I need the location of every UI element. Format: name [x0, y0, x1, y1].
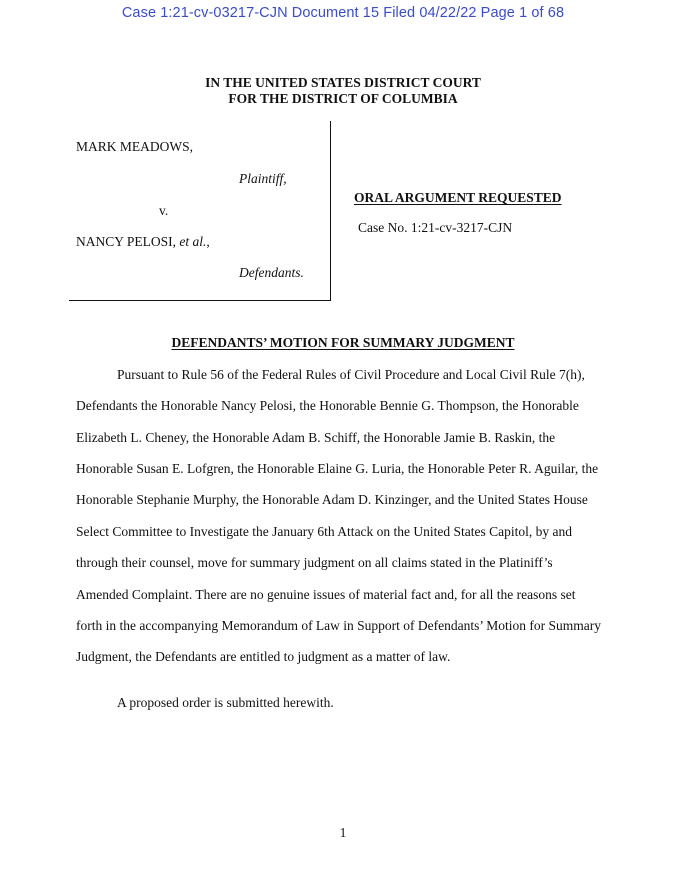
defendant-name — [76, 234, 210, 250]
motion-body-line-8: Amended Complaint. There are no genuine issues of material fact and, for all the reasons set — [76, 587, 576, 602]
defendant-name-text: NANCY PELOSI, — [76, 234, 177, 249]
motion-body-line-2: Defendants the Honorable Nancy Pelosi, the Honorable Bennie G. Thompson, the Honorable — [76, 398, 579, 413]
motion-body-line-4: Honorable Susan E. Lofgren, the Honorable Elaine G. Luria, the Honorable Peter R. Aguilar, the — [76, 461, 599, 476]
court-name-line-1: IN THE UNITED STATES DISTRICT COURT — [205, 75, 481, 90]
ecf-header-stamp: Case 1:21-cv-03217-CJN Document 15 Filed 04/22/22 Page 1 of 68 — [121, 5, 565, 21]
motion-body-line-3: Elizabeth L. Cheney, the Honorable Adam B. Schiff, the Honorable Jamie B. Raskin, the — [76, 430, 556, 445]
court-name-line-2: FOR THE DISTRICT OF COLUMBIA — [228, 91, 458, 106]
defendant-comma: , — [206, 234, 210, 249]
motion-body-line-5: Honorable Stephanie Murphy, the Honorable Adam D. Kinzinger, and the United States House — [76, 492, 588, 507]
plaintiff-role: Plaintiff, — [239, 171, 287, 186]
page-number: 1 — [339, 825, 347, 840]
motion-body-line-6: Select Committee to Investigate the January 6th Attack on the United States Capitol, by and — [76, 524, 573, 539]
motion-body-line-9: forth in the accompanying Memorandum of Law in Support of Defendants’ Motion for Summary — [76, 618, 602, 633]
motion-body-line-7: through their counsel, move for summary judgment on all claims stated in the Platiniff’s — [76, 555, 553, 570]
motion-body-line-1: Pursuant to Rule 56 of the Federal Rules of Civil Procedure and Local Civil Rule 7(h), — [117, 367, 585, 382]
case-number: Case No. 1:21-cv-3217-CJN — [358, 220, 513, 235]
motion-title: DEFENDANTS’ MOTION FOR SUMMARY JUDGMENT — [171, 335, 515, 350]
proposed-order-note: A proposed order is submitted herewith. — [117, 695, 334, 710]
plaintiff-name: MARK MEADOWS, — [76, 139, 194, 154]
versus-label: v. — [159, 203, 169, 218]
defendant-role: Defendants. — [239, 265, 304, 280]
motion-body-line-10: Judgment, the Defendants are entitled to judgment as a matter of law. — [76, 649, 451, 664]
defendant-et-al: et al. — [179, 234, 207, 249]
oral-argument-requested: ORAL ARGUMENT REQUESTED — [354, 190, 562, 205]
